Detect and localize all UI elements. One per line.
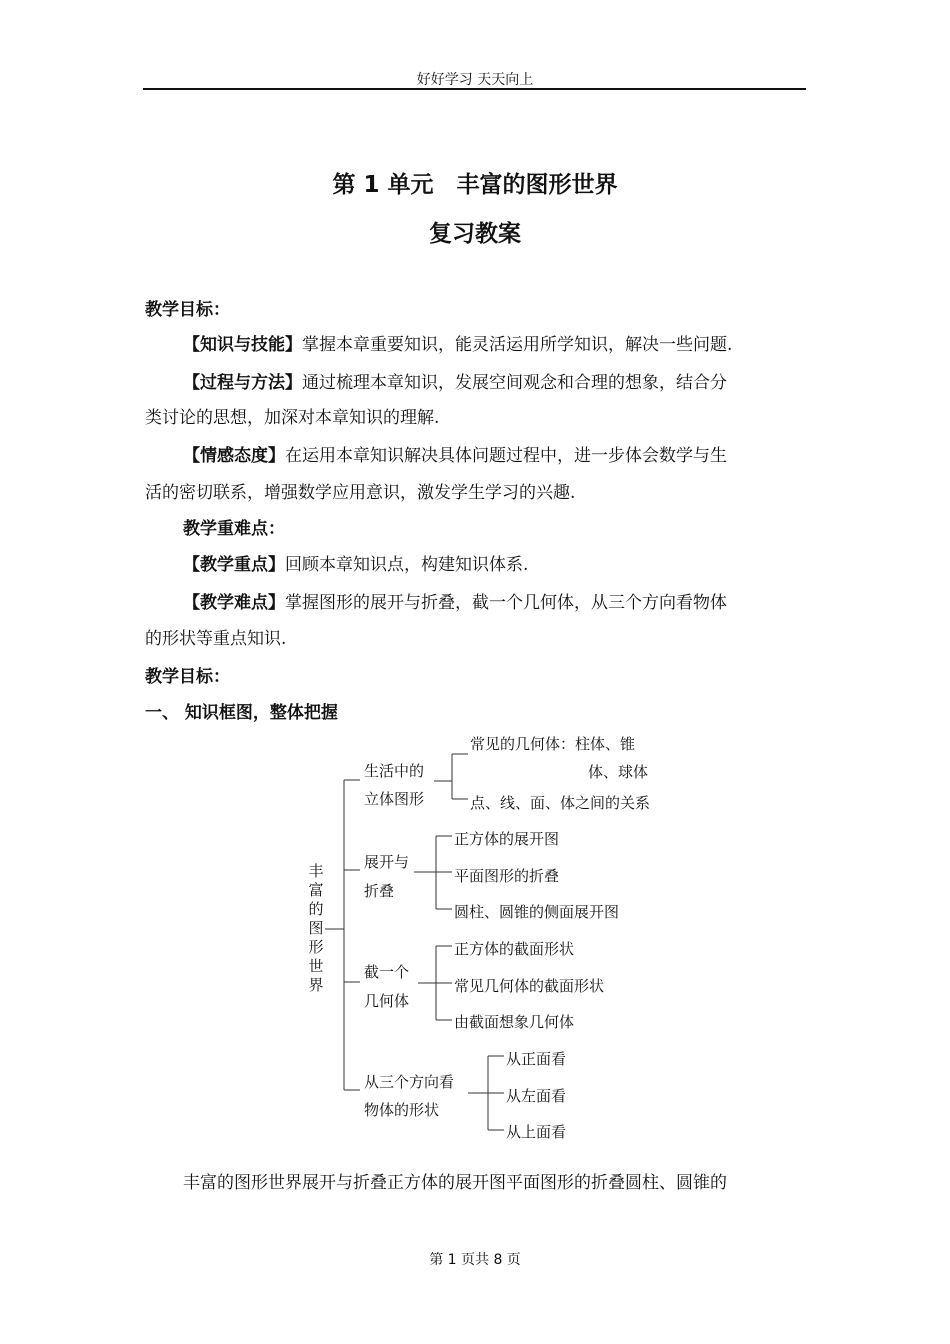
- process-text-2: 类讨论的思想，加深对本章知识的理解.: [145, 408, 440, 428]
- branch3-line1: 截一个: [364, 963, 410, 981]
- branch2-leaf2: 平面图形的折叠: [454, 867, 560, 885]
- branch3-leaf3: 由截面想象几何体: [454, 1013, 575, 1031]
- branch4-leaf2: 从左面看: [506, 1087, 567, 1105]
- document-title: 第 1 单元 丰富的图形世界: [332, 172, 618, 198]
- focus-label: 【教学重点】: [183, 555, 285, 575]
- focus-text: 回顾本章知识点，构建知识体系.: [285, 555, 529, 575]
- branch4-leaf3: 从上面看: [506, 1123, 567, 1141]
- branch4-leaf1: 从正面看: [506, 1050, 567, 1068]
- process-text-1: 通过梳理本章知识，发展空间观念和合理的想象，结合分: [302, 373, 727, 393]
- branch2-leaf3: 圆柱、圆锥的侧面展开图: [454, 903, 620, 921]
- branch4-line1: 从三个方向看: [364, 1073, 455, 1091]
- diagram-root: 丰富的图形世界: [308, 862, 324, 994]
- objectives-heading: 教学目标：: [145, 300, 230, 320]
- branch1-line1: 生活中的: [364, 762, 425, 780]
- emotion-text-1: 在运用本章知识解决具体问题过程中，进一步体会数学与生: [285, 446, 727, 466]
- emotion-text-2: 活的密切联系，增强数学应用意识，激发学生学习的兴趣.: [145, 483, 576, 503]
- branch3-line2: 几何体: [364, 992, 410, 1010]
- knowledge-label: 【知识与技能】: [183, 335, 302, 355]
- branch4-line2: 物体的形状: [364, 1101, 440, 1119]
- key-points-heading: 教学重难点：: [183, 519, 285, 539]
- branch1-leaf1-line1: 常见的几何体：柱体、锥: [470, 735, 636, 753]
- page-header: 好好学习 天天向上: [416, 72, 534, 88]
- process-label: 【过程与方法】: [183, 373, 302, 393]
- process-heading: 教学目标：: [145, 667, 230, 687]
- knowledge-text: 掌握本章重要知识，能灵活运用所学知识，解决一些问题.: [302, 335, 733, 355]
- branch3-leaf2: 常见几何体的截面形状: [454, 977, 605, 995]
- difficulty-text-2: 的形状等重点知识.: [145, 629, 287, 649]
- section-1-heading: 一、 知识框图，整体把握: [145, 703, 338, 723]
- summary-line: 丰富的图形世界展开与折叠正方体的展开图平面图形的折叠圆柱、圆锥的: [183, 1173, 727, 1193]
- branch1-leaf1-line2: 体、球体: [588, 763, 649, 781]
- branch1-line2: 立体图形: [364, 790, 425, 808]
- emotion-label: 【情感态度】: [183, 446, 285, 466]
- difficulty-label: 【教学难点】: [183, 593, 285, 613]
- document-subtitle: 复习教案: [429, 221, 521, 247]
- branch2-line1: 展开与: [364, 853, 410, 871]
- difficulty-text-1: 掌握图形的展开与折叠，截一个几何体，从三个方向看物体: [285, 593, 727, 613]
- branch2-leaf1: 正方体的展开图: [454, 830, 560, 848]
- page-footer: 第 1 页共 8 页: [429, 1252, 521, 1268]
- branch1-leaf2: 点、线、面、体之间的关系: [470, 794, 651, 812]
- branch2-line2: 折叠: [364, 882, 395, 900]
- branch3-leaf1: 正方体的截面形状: [454, 940, 575, 958]
